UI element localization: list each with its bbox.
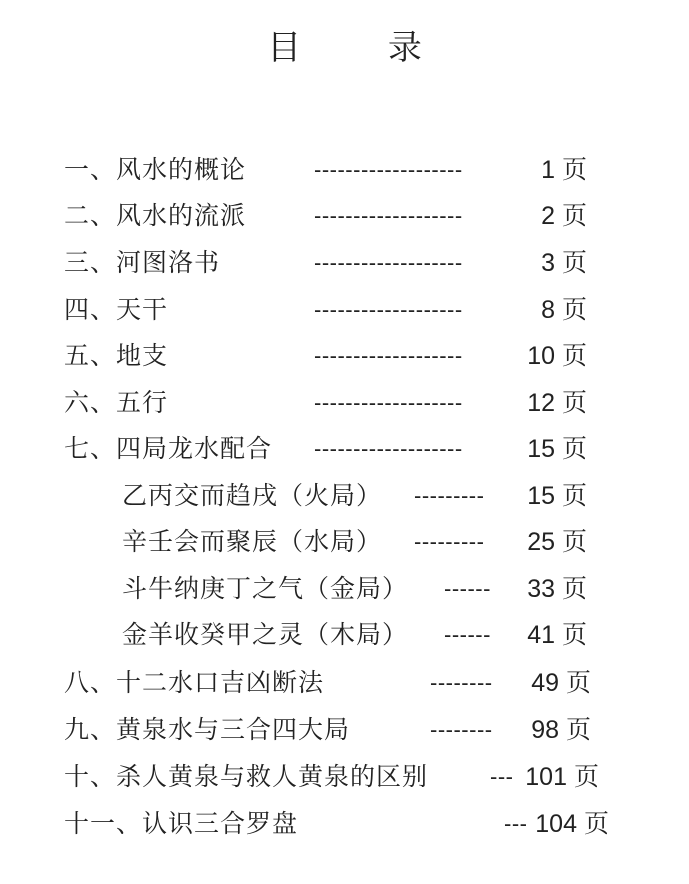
toc-leader-dots: ------------------- xyxy=(314,250,463,275)
toc-entry xyxy=(0,757,689,797)
toc-entry-text: 八、十二水口吉凶断法 xyxy=(64,668,325,697)
toc-entry xyxy=(0,429,689,469)
toc-page-unit: 页 xyxy=(562,201,588,230)
toc-leader-dots: ------------------- xyxy=(314,297,463,322)
toc-page-number: 10 xyxy=(527,342,555,370)
toc-entry xyxy=(0,710,689,750)
toc-page-number: 1 xyxy=(541,156,555,184)
toc-page-number: 104 xyxy=(535,810,577,838)
toc-page-number: 3 xyxy=(541,249,555,277)
toc-entry xyxy=(0,196,689,236)
toc-page-unit: 页 xyxy=(562,341,588,370)
toc-leader-dots: --- xyxy=(504,811,528,836)
toc-entry xyxy=(0,243,689,283)
toc-entry xyxy=(0,290,689,330)
toc-leader-dots: ------------------- xyxy=(314,436,463,461)
page-title: 目 录 xyxy=(267,28,460,68)
toc-page-unit: 页 xyxy=(584,809,610,838)
toc-entry xyxy=(0,663,689,703)
toc-leader-dots: -------- xyxy=(430,717,493,742)
toc-leader-dots: ------------------- xyxy=(314,157,463,182)
toc-entry-text: 斗牛纳庚丁之气（金局） xyxy=(122,574,409,603)
toc-leader-dots: ------ xyxy=(444,622,491,647)
toc-entry-text: 七、四局龙水配合 xyxy=(64,434,273,463)
toc-entry-text: 四、天干 xyxy=(64,295,169,324)
toc-leader-dots: ------------------- xyxy=(314,343,463,368)
toc-entry-text: 辛壬会而聚辰（水局） xyxy=(122,527,383,556)
toc-page-number: 15 xyxy=(527,482,555,510)
toc-entry-text: 九、黄泉水与三合四大局 xyxy=(64,715,351,744)
toc-page-unit: 页 xyxy=(566,715,592,744)
toc-leader-dots: ------------------- xyxy=(314,390,463,415)
toc-entry-text: 十一、认识三合罗盘 xyxy=(64,809,299,838)
toc-page-unit: 页 xyxy=(562,481,588,510)
toc-entry-text: 十、杀人黄泉与救人黄泉的区别 xyxy=(64,762,429,791)
toc-page-number: 8 xyxy=(541,296,555,324)
toc-page-number: 41 xyxy=(527,621,555,649)
toc-page-number: 33 xyxy=(527,575,555,603)
toc-page-number: 101 xyxy=(525,763,567,791)
toc-entry-text: 三、河图洛书 xyxy=(64,248,221,277)
toc-entry xyxy=(0,336,689,376)
toc-entry-text: 六、五行 xyxy=(64,388,169,417)
toc-page-unit: 页 xyxy=(562,527,588,556)
toc-page-number: 2 xyxy=(541,202,555,230)
toc-page-unit: 页 xyxy=(566,668,592,697)
toc-page-number: 98 xyxy=(531,716,559,744)
toc-subentry xyxy=(0,569,689,609)
toc-leader-dots: --- xyxy=(490,764,514,789)
toc-entry-text: 二、风水的流派 xyxy=(64,201,247,230)
toc-page-unit: 页 xyxy=(562,248,588,277)
toc-leader-dots: ------------------- xyxy=(314,203,463,228)
toc-subentry xyxy=(0,615,689,655)
toc-page-unit: 页 xyxy=(574,762,600,791)
toc-entry xyxy=(0,383,689,423)
toc-leader-dots: --------- xyxy=(414,483,485,508)
toc-subentry xyxy=(0,522,689,562)
toc-page-unit: 页 xyxy=(562,574,588,603)
toc-entry xyxy=(0,804,689,844)
toc-page-number: 25 xyxy=(527,528,555,556)
toc-entry-text: 五、地支 xyxy=(64,341,169,370)
toc-entry-text: 一、风水的概论 xyxy=(64,155,247,184)
toc-leader-dots: -------- xyxy=(430,670,493,695)
toc-subentry xyxy=(0,476,689,516)
toc-leader-dots: --------- xyxy=(414,529,485,554)
toc-page-number: 12 xyxy=(527,389,555,417)
toc-page-unit: 页 xyxy=(562,155,588,184)
toc-entry-text: 乙丙交而趋戌（火局） xyxy=(122,481,383,510)
toc-leader-dots: ------ xyxy=(444,576,491,601)
toc-page-unit: 页 xyxy=(562,388,588,417)
toc-page-unit: 页 xyxy=(562,434,588,463)
toc-page-number: 49 xyxy=(531,669,559,697)
toc-page-unit: 页 xyxy=(562,295,588,324)
toc-page-unit: 页 xyxy=(562,620,588,649)
toc-page-number: 15 xyxy=(527,435,555,463)
toc-entry-text: 金羊收癸甲之灵（木局） xyxy=(122,620,409,649)
toc-entry xyxy=(0,150,689,190)
